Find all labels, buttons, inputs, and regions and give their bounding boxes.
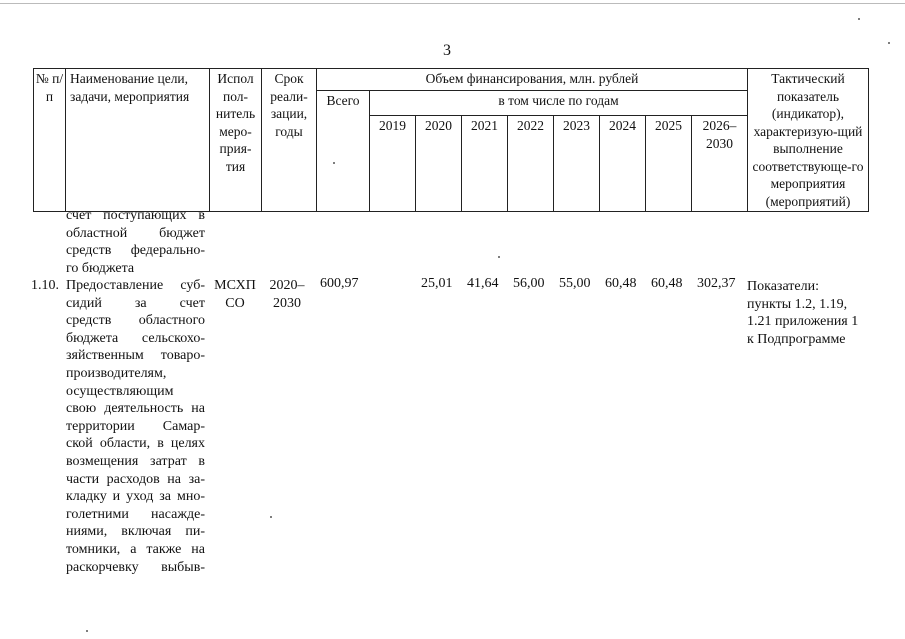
row-executor: МСХП СО: [214, 278, 256, 311]
row-name-line: территории Самар-: [66, 418, 205, 434]
row-indicator: Показатели: пункты 1.2, 1.19, 1.21 приложения 1 к Подпрограмме: [747, 279, 859, 347]
scan-speck: [858, 18, 860, 20]
col-header-year: 2024: [600, 116, 646, 212]
col-header-name: Наименование цели, задачи, мероприятия: [66, 69, 210, 212]
header-table: [33, 68, 869, 212]
col-header-year: 2022: [508, 116, 554, 212]
col-header-funding: Объем финансирования, млн. рублей: [317, 69, 748, 91]
row-name-line: ниями, включая пи-: [66, 524, 205, 540]
row-year-value: 302,37: [697, 276, 736, 291]
row-name-line: части расходов на за-: [66, 471, 205, 487]
scan-speck: [333, 162, 335, 164]
row-name: [66, 277, 205, 576]
row-year-value: 60,48: [651, 276, 683, 291]
row-name-line: томники, а также на: [66, 541, 205, 557]
row-name-line: бюджета сельскохо-: [66, 330, 205, 346]
col-header-executor: Испол пол-нитель меро-прия-тия: [210, 69, 262, 212]
row-year-value: 60,48: [605, 276, 637, 291]
row-name-line: сидий за счет: [66, 295, 205, 311]
col-header-indicator: Тактический показатель (индикатор), характеризую-щий выполнение соответствующе-го мероприятия (мероприятий): [748, 69, 869, 212]
continuation-line: счет поступающих в: [66, 208, 205, 223]
continuation-line: областной бюджет: [66, 225, 205, 241]
row-name-line: производителям,: [66, 365, 167, 381]
col-header-term: Срок реали-зации, годы: [262, 69, 317, 212]
row-name-line: средств областного: [66, 313, 205, 329]
row-number: 1.10.: [31, 278, 59, 293]
row-name-line: голетними насажде-: [66, 506, 205, 522]
row-year-value: 25,01: [421, 276, 453, 291]
row-year-value: 56,00: [513, 276, 545, 291]
row-name-line: Предоставление суб-: [66, 278, 205, 293]
continuation-line: го бюджета: [66, 260, 135, 276]
scan-top-edge: [0, 3, 905, 4]
row-year-value: 55,00: [559, 276, 591, 291]
scan-speck: [888, 42, 890, 44]
col-header-year: 2023: [554, 116, 600, 212]
row-year-value: 41,64: [467, 276, 499, 291]
row-name-line: ской области, в целях: [66, 436, 205, 452]
scan-speck: [86, 630, 88, 632]
row-name-line: возмещения затрат в: [66, 453, 205, 469]
page-number: 3: [443, 42, 451, 59]
scan-speck: [498, 256, 500, 258]
continuation-line: средств федерально-: [66, 243, 205, 259]
col-header-year: 2025: [646, 116, 692, 212]
row-name-line: зяйственным товаро-: [66, 348, 205, 364]
continuation-text: [66, 207, 205, 277]
col-header-year: 2020: [416, 116, 462, 212]
row-name-line: раскорчевку выбыв-: [66, 559, 205, 575]
col-header-by-years: в том числе по годам: [370, 91, 748, 116]
col-header-year: 2026–2030: [692, 116, 748, 212]
row-name-line: осуществляющим: [66, 383, 174, 399]
col-header-num: № п/п: [34, 69, 66, 212]
row-name-line: свою деятельность на: [66, 401, 205, 417]
col-header-year: 2019: [370, 116, 416, 212]
col-header-year: 2021: [462, 116, 508, 212]
scan-speck: [270, 516, 272, 518]
row-name-line: кладку и уход за мно-: [66, 489, 205, 505]
row-term: 2020–2030: [269, 278, 305, 311]
col-header-total: Всего: [317, 91, 370, 212]
row-total: 600,97: [320, 276, 359, 291]
